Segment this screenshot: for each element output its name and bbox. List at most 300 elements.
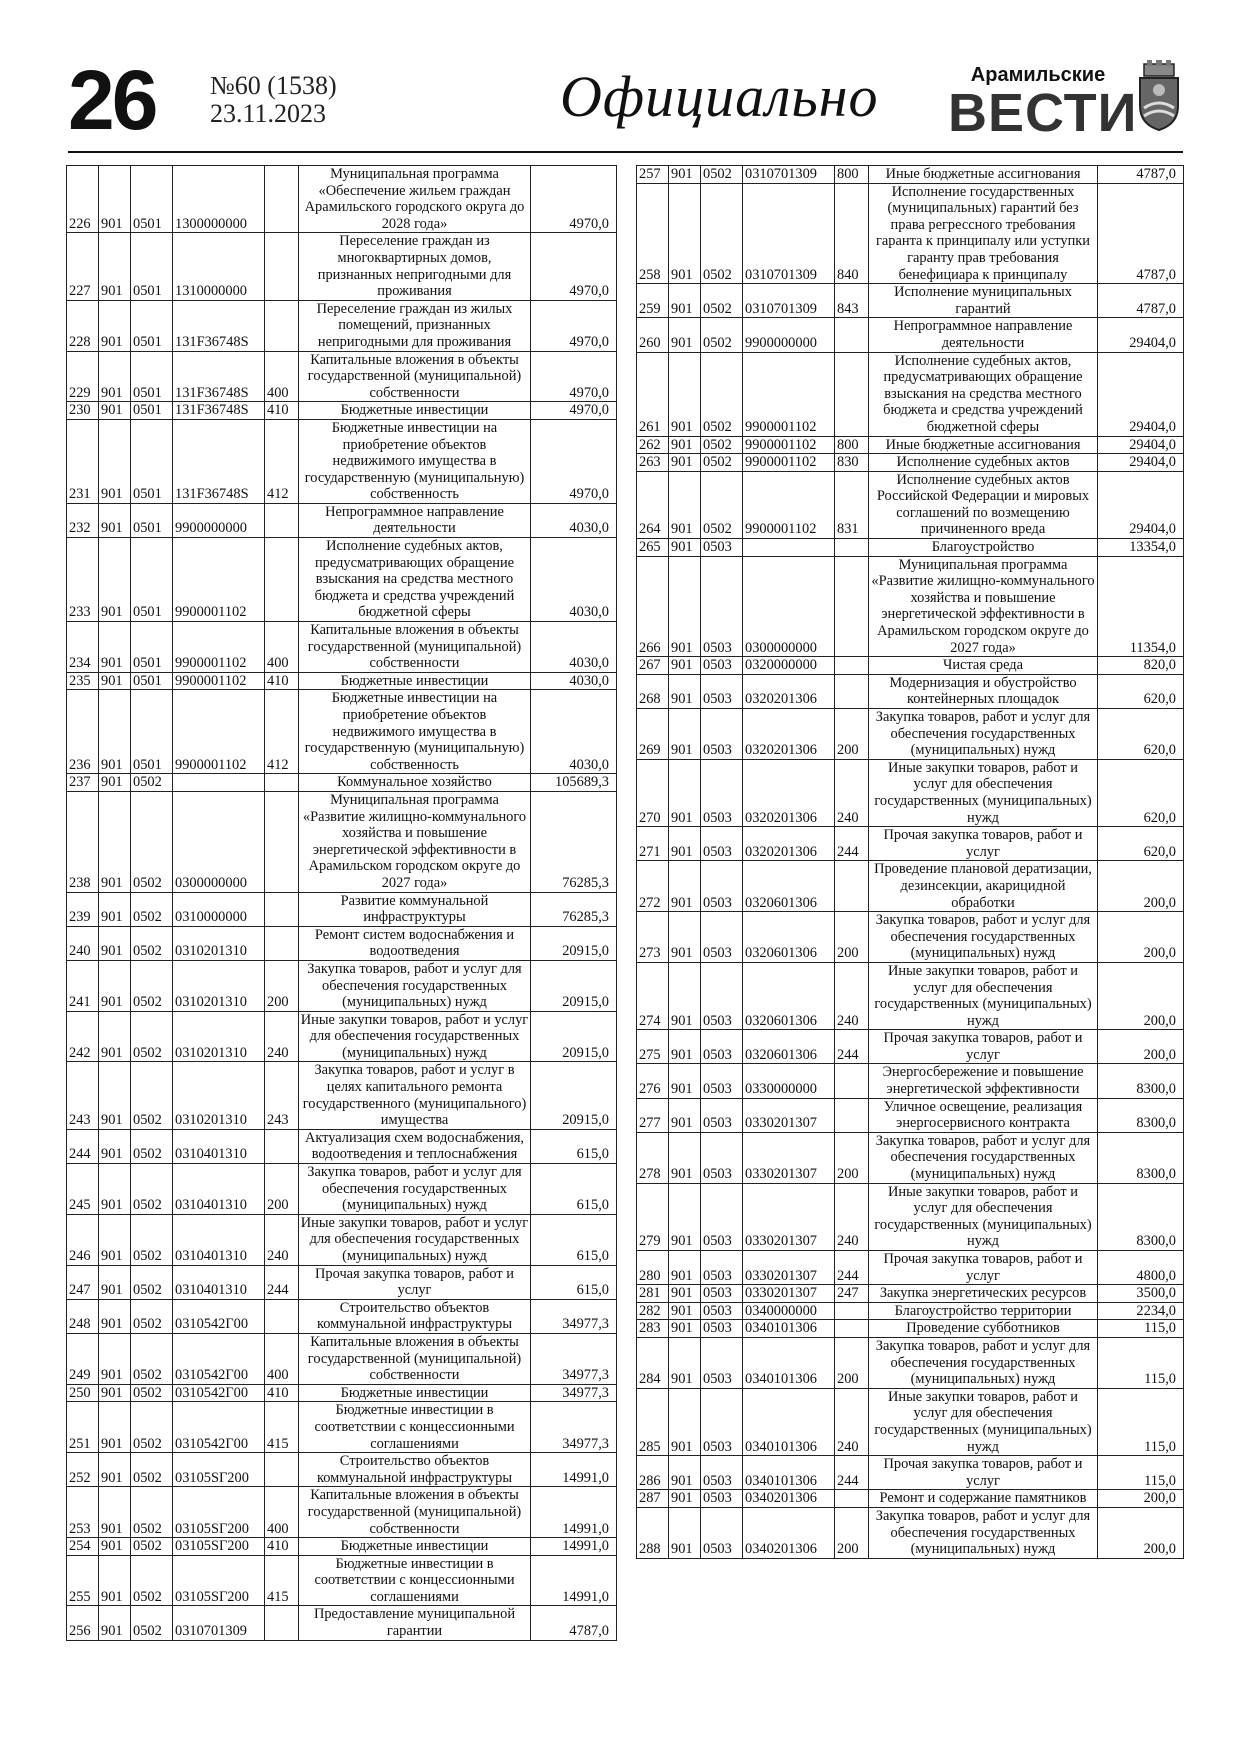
row-number: 288 — [637, 1507, 669, 1558]
target-code: 0320601306 — [743, 912, 835, 963]
row-number: 271 — [637, 827, 669, 861]
table-row — [67, 1487, 617, 1538]
target-code: 9900001102 — [173, 672, 265, 690]
ministry-code: 901 — [99, 419, 131, 503]
row-description: Бюджетные инвестиции на приобретение объектов недвижимого имущества в государственную (муниципальную) собственность — [299, 690, 531, 774]
expense-type-code: 243 — [265, 1062, 299, 1129]
target-code: 0310401310 — [173, 1214, 265, 1265]
target-code: 03105SГ200 — [173, 1538, 265, 1556]
target-code: 9900001102 — [173, 622, 265, 673]
ministry-code: 901 — [99, 503, 131, 537]
ministry-code: 901 — [669, 1507, 701, 1558]
target-code: 0320601306 — [743, 1030, 835, 1064]
table-row — [637, 1388, 1184, 1455]
row-number: 258 — [637, 183, 669, 284]
expense-type-code: 415 — [265, 1555, 299, 1606]
row-amount: 29404,0 — [1098, 318, 1184, 352]
table-row — [67, 1265, 617, 1299]
section-code: 0503 — [701, 759, 743, 826]
target-code: 0320601306 — [743, 962, 835, 1029]
row-description: Прочая закупка товаров, работ и услуг — [869, 1251, 1098, 1285]
row-description: Бюджетные инвестиции — [299, 1538, 531, 1556]
section-code: 0503 — [701, 827, 743, 861]
row-number: 283 — [637, 1320, 669, 1338]
row-description: Муниципальная программа «Развитие жилищно-коммунального хозяйства и повышение энергетической эффективности в Арамильском городском округе до 2027 года» — [299, 791, 531, 892]
target-code: 0340101306 — [743, 1320, 835, 1338]
table-row — [637, 657, 1184, 675]
expense-type-code: 400 — [265, 1487, 299, 1538]
row-number: 243 — [67, 1062, 99, 1129]
section-code: 0502 — [701, 166, 743, 184]
target-code: 0330201307 — [743, 1251, 835, 1285]
table-row — [67, 622, 617, 673]
target-code: 0310701309 — [173, 1606, 265, 1640]
row-number: 250 — [67, 1384, 99, 1402]
ministry-code: 901 — [669, 454, 701, 472]
target-code: 131F36748S — [173, 351, 265, 402]
row-amount: 200,0 — [1098, 1507, 1184, 1558]
table-row — [637, 318, 1184, 352]
row-amount: 14991,0 — [531, 1453, 617, 1487]
row-number: 229 — [67, 351, 99, 402]
row-number: 274 — [637, 962, 669, 1029]
section-code: 0502 — [131, 1453, 173, 1487]
ministry-code: 901 — [99, 351, 131, 402]
row-description: Исполнение муниципальных гарантий — [869, 284, 1098, 318]
row-description: Исполнение судебных актов, предусматривающих обращение взыскания на средства местного бюджета и средства учреждений бюджетной сферы — [299, 538, 531, 622]
row-amount: 34977,3 — [531, 1299, 617, 1333]
section-code: 0502 — [131, 926, 173, 960]
row-number: 278 — [637, 1132, 669, 1183]
expense-type-code — [835, 1320, 869, 1338]
target-code: 0310542Г00 — [173, 1384, 265, 1402]
row-amount: 4970,0 — [531, 402, 617, 420]
table-row — [637, 1183, 1184, 1250]
ministry-code: 901 — [669, 1388, 701, 1455]
row-number: 261 — [637, 352, 669, 436]
section-code: 0502 — [131, 1402, 173, 1453]
section-code: 0503 — [701, 962, 743, 1029]
row-amount: 200,0 — [1098, 912, 1184, 963]
table-row — [67, 1555, 617, 1606]
expense-type-code — [265, 538, 299, 622]
row-description: Энергосбережение и повышение энергетической эффективности — [869, 1064, 1098, 1098]
row-number: 255 — [67, 1555, 99, 1606]
section-code: 0503 — [701, 1320, 743, 1338]
ministry-code: 901 — [669, 1302, 701, 1320]
row-description: Муниципальная программа «Развитие жилищно-коммунального хозяйства и повышение энергетической эффективности в Арамильском городском округе до 2027 года» — [869, 556, 1098, 657]
table-row — [637, 962, 1184, 1029]
row-amount: 620,0 — [1098, 827, 1184, 861]
row-number: 240 — [67, 926, 99, 960]
table-row — [67, 791, 617, 892]
row-description: Ремонт и содержание памятников — [869, 1490, 1098, 1508]
expense-type-code: 244 — [265, 1265, 299, 1299]
logo-main-word: ВЕСТИ — [948, 83, 1138, 143]
row-amount: 4970,0 — [531, 351, 617, 402]
row-description: Закупка товаров, работ и услуг в целях капитального ремонта государственного (муниципального) имущества — [299, 1062, 531, 1129]
row-description: Капитальные вложения в объекты государственной (муниципальной) собственности — [299, 622, 531, 673]
row-description: Благоустройство — [869, 539, 1098, 557]
target-code: 0310701309 — [743, 166, 835, 184]
expense-type-code: 240 — [265, 1011, 299, 1062]
ministry-code: 901 — [99, 960, 131, 1011]
row-amount: 14991,0 — [531, 1487, 617, 1538]
row-number: 234 — [67, 622, 99, 673]
ministry-code: 901 — [669, 1320, 701, 1338]
table-row — [637, 454, 1184, 472]
ministry-code: 901 — [669, 674, 701, 708]
target-code: 0310701309 — [743, 284, 835, 318]
expense-type-code: 400 — [265, 1333, 299, 1384]
table-row — [637, 1030, 1184, 1064]
row-description: Иные бюджетные ассигнования — [869, 436, 1098, 454]
expense-type-code: 240 — [835, 962, 869, 1029]
row-number: 276 — [637, 1064, 669, 1098]
row-amount: 115,0 — [1098, 1320, 1184, 1338]
row-description: Иные закупки товаров, работ и услуг для обеспечения государственных (муниципальных) нужд — [869, 1388, 1098, 1455]
target-code: 0340201306 — [743, 1490, 835, 1508]
target-code: 0300000000 — [173, 791, 265, 892]
section-code: 0501 — [131, 402, 173, 420]
section-code: 0502 — [131, 1555, 173, 1606]
row-number: 252 — [67, 1453, 99, 1487]
row-amount: 20915,0 — [531, 960, 617, 1011]
ministry-code: 901 — [99, 926, 131, 960]
section-code: 0503 — [701, 539, 743, 557]
table-row — [67, 1384, 617, 1402]
ministry-code: 901 — [669, 1064, 701, 1098]
expense-type-code — [265, 1453, 299, 1487]
table-row — [637, 1507, 1184, 1558]
expense-type-code — [265, 1299, 299, 1333]
expense-type-code: 831 — [835, 471, 869, 538]
ministry-code: 901 — [669, 436, 701, 454]
ministry-code: 901 — [669, 1490, 701, 1508]
table-row — [637, 1490, 1184, 1508]
page-header — [68, 53, 1183, 150]
expense-type-code — [835, 539, 869, 557]
row-description: Модернизация и обустройство контейнерных площадок — [869, 674, 1098, 708]
row-amount: 615,0 — [531, 1214, 617, 1265]
target-code: 0310201310 — [173, 960, 265, 1011]
expense-type-code — [265, 774, 299, 792]
row-amount: 29404,0 — [1098, 471, 1184, 538]
ministry-code: 901 — [669, 827, 701, 861]
ministry-code: 901 — [669, 1285, 701, 1303]
ministry-code: 901 — [99, 892, 131, 926]
expense-type-code: 800 — [835, 166, 869, 184]
ministry-code: 901 — [99, 690, 131, 774]
ministry-code: 901 — [669, 284, 701, 318]
target-code: 0330201307 — [743, 1098, 835, 1132]
row-number: 232 — [67, 503, 99, 537]
target-code: 9900000000 — [743, 318, 835, 352]
row-number: 284 — [637, 1337, 669, 1388]
target-code: 0310000000 — [173, 892, 265, 926]
expense-type-code: 400 — [265, 351, 299, 402]
table-row — [637, 1064, 1184, 1098]
ministry-code: 901 — [669, 556, 701, 657]
table-row — [67, 960, 617, 1011]
row-amount: 13354,0 — [1098, 539, 1184, 557]
row-amount: 4030,0 — [531, 622, 617, 673]
table-row — [67, 672, 617, 690]
ministry-code: 901 — [669, 1030, 701, 1064]
ministry-code: 901 — [669, 1456, 701, 1490]
row-number: 231 — [67, 419, 99, 503]
expense-type-code: 800 — [835, 436, 869, 454]
row-amount: 4970,0 — [531, 419, 617, 503]
row-amount: 200,0 — [1098, 1030, 1184, 1064]
expense-type-code — [835, 1302, 869, 1320]
table-row — [637, 1456, 1184, 1490]
row-description: Исполнение судебных актов — [869, 454, 1098, 472]
row-number: 265 — [637, 539, 669, 557]
ministry-code: 901 — [99, 1606, 131, 1640]
section-code: 0502 — [701, 318, 743, 352]
row-description: Коммунальное хозяйство — [299, 774, 531, 792]
expense-type-code — [265, 300, 299, 351]
row-amount: 4787,0 — [1098, 166, 1184, 184]
row-number: 249 — [67, 1333, 99, 1384]
expense-type-code — [835, 318, 869, 352]
row-description: Бюджетные инвестиции в соответствии с концессионными соглашениями — [299, 1402, 531, 1453]
row-amount: 3500,0 — [1098, 1285, 1184, 1303]
row-number: 239 — [67, 892, 99, 926]
row-number: 263 — [637, 454, 669, 472]
section-code: 0503 — [701, 1337, 743, 1388]
target-code: 0310201310 — [173, 1011, 265, 1062]
row-description: Муниципальная программа «Обеспечение жильем граждан Арамильского городского округа до 2028 года» — [299, 166, 531, 233]
section-code: 0502 — [131, 1164, 173, 1215]
row-amount: 4030,0 — [531, 503, 617, 537]
row-amount: 4800,0 — [1098, 1251, 1184, 1285]
expense-type-code — [835, 1490, 869, 1508]
table-row — [67, 351, 617, 402]
row-amount: 29404,0 — [1098, 454, 1184, 472]
ministry-code: 901 — [99, 1129, 131, 1163]
ministry-code: 901 — [669, 709, 701, 760]
table-row — [637, 674, 1184, 708]
row-description: Закупка товаров, работ и услуг для обеспечения государственных (муниципальных) нужд — [869, 709, 1098, 760]
target-code: 0320201306 — [743, 759, 835, 826]
expense-type-code — [265, 1129, 299, 1163]
row-number: 262 — [637, 436, 669, 454]
target-code: 131F36748S — [173, 419, 265, 503]
row-description: Закупка товаров, работ и услуг для обеспечения государственных (муниципальных) нужд — [869, 912, 1098, 963]
row-amount: 615,0 — [531, 1164, 617, 1215]
table-row — [67, 233, 617, 300]
table-row — [637, 1251, 1184, 1285]
expense-type-code: 244 — [835, 1030, 869, 1064]
section-code: 0503 — [701, 674, 743, 708]
section-code: 0502 — [131, 892, 173, 926]
target-code: 0310401310 — [173, 1265, 265, 1299]
expense-type-code: 244 — [835, 1456, 869, 1490]
section-code: 0502 — [131, 1606, 173, 1640]
expense-type-code — [835, 352, 869, 436]
expense-type-code — [265, 926, 299, 960]
row-description: Уличное освещение, реализация энергосервисного контракта — [869, 1098, 1098, 1132]
row-number: 227 — [67, 233, 99, 300]
table-row — [637, 709, 1184, 760]
ministry-code: 901 — [99, 1333, 131, 1384]
table-row — [637, 352, 1184, 436]
section-code: 0503 — [701, 1285, 743, 1303]
expense-type-code: 200 — [835, 709, 869, 760]
expense-type-code: 200 — [265, 960, 299, 1011]
table-row — [637, 284, 1184, 318]
row-amount: 620,0 — [1098, 709, 1184, 760]
ministry-code: 901 — [99, 1402, 131, 1453]
city-crest-icon — [1136, 60, 1182, 132]
target-code: 0310401310 — [173, 1164, 265, 1215]
row-description: Исполнение судебных актов Российской Федерации и мировых соглашений по возмещению причиненного вреда — [869, 471, 1098, 538]
table-row — [67, 774, 617, 792]
expense-type-code: 200 — [835, 1132, 869, 1183]
section-code: 0502 — [131, 1538, 173, 1556]
row-number: 256 — [67, 1606, 99, 1640]
section-code: 0501 — [131, 351, 173, 402]
target-code: 0320000000 — [743, 657, 835, 675]
row-amount: 4030,0 — [531, 690, 617, 774]
expense-type-code: 410 — [265, 402, 299, 420]
row-amount: 2234,0 — [1098, 1302, 1184, 1320]
expense-type-code: 240 — [835, 759, 869, 826]
row-number: 248 — [67, 1299, 99, 1333]
ministry-code: 901 — [669, 471, 701, 538]
table-row — [67, 538, 617, 622]
row-number: 272 — [637, 861, 669, 912]
section-code: 0503 — [701, 709, 743, 760]
section-code: 0503 — [701, 1388, 743, 1455]
ministry-code: 901 — [669, 539, 701, 557]
row-description: Прочая закупка товаров, работ и услуг — [869, 1456, 1098, 1490]
row-description: Капитальные вложения в объекты государственной (муниципальной) собственности — [299, 351, 531, 402]
row-description: Исполнение судебных актов, предусматривающих обращение взыскания на средства местного бюджета и средства учреждений бюджетной сферы — [869, 352, 1098, 436]
section-code: 0503 — [701, 1302, 743, 1320]
target-code: 0310201310 — [173, 926, 265, 960]
section-code: 0502 — [701, 471, 743, 538]
table-row — [637, 539, 1184, 557]
row-description: Благоустройство территории — [869, 1302, 1098, 1320]
target-code: 0310701309 — [743, 183, 835, 284]
table-row — [67, 1011, 617, 1062]
table-row — [637, 1337, 1184, 1388]
row-amount: 34977,3 — [531, 1402, 617, 1453]
expense-type-code — [265, 1606, 299, 1640]
row-description: Проведение плановой дератизации, дезинсекции, акарицидной обработки — [869, 861, 1098, 912]
row-amount: 20915,0 — [531, 926, 617, 960]
expense-type-code: 244 — [835, 1251, 869, 1285]
row-description: Развитие коммунальной инфраструктуры — [299, 892, 531, 926]
row-number: 237 — [67, 774, 99, 792]
row-amount: 4970,0 — [531, 166, 617, 233]
table-row — [637, 183, 1184, 284]
section-code: 0502 — [131, 1384, 173, 1402]
row-number: 228 — [67, 300, 99, 351]
target-code: 0310201310 — [173, 1062, 265, 1129]
newspaper-logo — [948, 64, 1138, 143]
row-description: Переселение граждан из жилых помещений, признанных непригодными для проживания — [299, 300, 531, 351]
table-row — [67, 1129, 617, 1163]
expense-type-code: 240 — [265, 1214, 299, 1265]
expense-type-code — [835, 1098, 869, 1132]
row-number: 270 — [637, 759, 669, 826]
row-description: Бюджетные инвестиции — [299, 1384, 531, 1402]
expense-type-code: 410 — [265, 1538, 299, 1556]
row-amount: 115,0 — [1098, 1337, 1184, 1388]
target-code — [743, 539, 835, 557]
ministry-code: 901 — [99, 402, 131, 420]
ministry-code: 901 — [99, 1299, 131, 1333]
row-description: Иные закупки товаров, работ и услуг для обеспечения государственных (муниципальных) нужд — [299, 1011, 531, 1062]
row-description: Прочая закупка товаров, работ и услуг — [299, 1265, 531, 1299]
budget-table-left — [66, 165, 616, 1641]
target-code: 03105SГ200 — [173, 1453, 265, 1487]
row-number: 273 — [637, 912, 669, 963]
row-number: 233 — [67, 538, 99, 622]
expense-type-code — [835, 1064, 869, 1098]
row-number: 251 — [67, 1402, 99, 1453]
target-code: 0310542Г00 — [173, 1333, 265, 1384]
row-description: Закупка товаров, работ и услуг для обеспечения государственных (муниципальных) нужд — [869, 1132, 1098, 1183]
ministry-code: 901 — [99, 672, 131, 690]
ministry-code: 901 — [99, 1011, 131, 1062]
row-amount: 105689,3 — [531, 774, 617, 792]
expense-type-code — [265, 892, 299, 926]
expense-type-code: 410 — [265, 672, 299, 690]
ministry-code: 901 — [99, 1164, 131, 1215]
row-amount: 115,0 — [1098, 1388, 1184, 1455]
ministry-code: 901 — [99, 1384, 131, 1402]
row-description: Закупка товаров, работ и услуг для обеспечения государственных (муниципальных) нужд — [869, 1337, 1098, 1388]
table-row — [637, 827, 1184, 861]
row-description: Актуализация схем водоснабжения, водоотведения и теплоснабжения — [299, 1129, 531, 1163]
ministry-code: 901 — [669, 657, 701, 675]
target-code: 9900001102 — [173, 690, 265, 774]
table-row — [67, 1062, 617, 1129]
row-amount: 615,0 — [531, 1265, 617, 1299]
section-code: 0501 — [131, 300, 173, 351]
row-amount: 200,0 — [1098, 1490, 1184, 1508]
row-amount: 4787,0 — [531, 1606, 617, 1640]
ministry-code: 901 — [99, 1487, 131, 1538]
row-amount: 76285,3 — [531, 791, 617, 892]
row-description: Прочая закупка товаров, работ и услуг — [869, 827, 1098, 861]
ministry-code: 901 — [99, 300, 131, 351]
row-number: 241 — [67, 960, 99, 1011]
target-code: 1300000000 — [173, 166, 265, 233]
row-number: 247 — [67, 1265, 99, 1299]
target-code: 9900000000 — [173, 503, 265, 537]
section-code: 0503 — [701, 556, 743, 657]
table-row — [637, 1302, 1184, 1320]
table-row — [67, 402, 617, 420]
table-row — [67, 419, 617, 503]
ministry-code: 901 — [99, 233, 131, 300]
table-row — [67, 1164, 617, 1215]
section-title: Официально — [560, 64, 879, 129]
table-row — [637, 166, 1184, 184]
table-row — [67, 690, 617, 774]
ministry-code: 901 — [669, 861, 701, 912]
ministry-code: 901 — [99, 1214, 131, 1265]
section-code: 0502 — [131, 1062, 173, 1129]
row-amount: 8300,0 — [1098, 1132, 1184, 1183]
target-code: 0330201307 — [743, 1132, 835, 1183]
